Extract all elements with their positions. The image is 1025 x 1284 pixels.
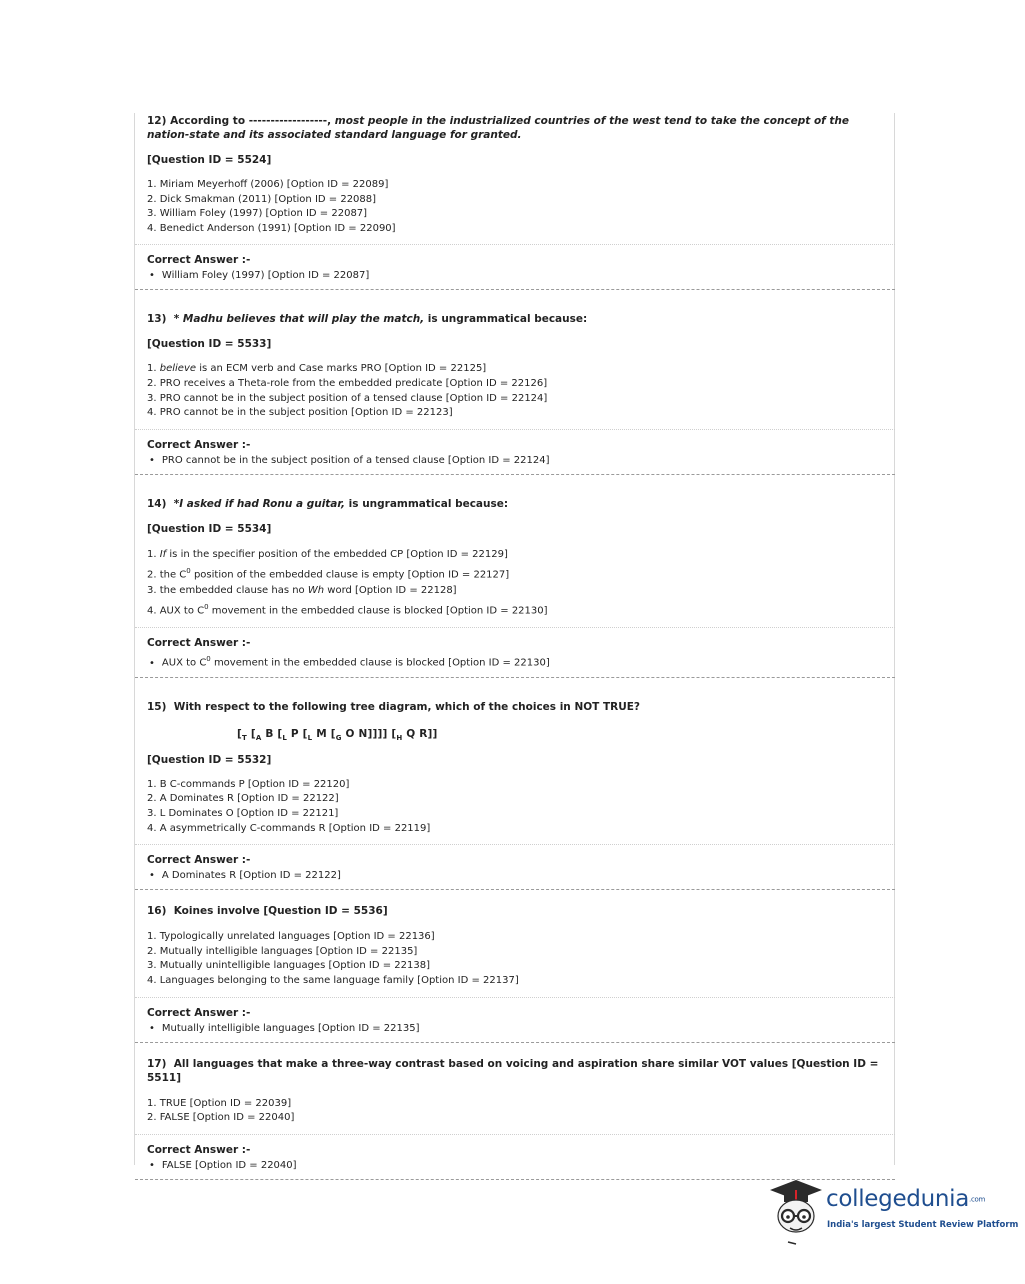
option: 2. Mutually intelligible languages [Option ID = 22135] [147,945,418,957]
correct-answer: • AUX to $C^0$ movement in the embedded clause is blocked [Option ID = 22130] [147,655,894,668]
question-paper-page [134,113,895,1171]
correct-answer-heading: Correct Answer :- [147,254,251,267]
correct-answer: • Mutually intelligible languages [Option ID = 22135] [147,1023,894,1034]
question-15 [135,678,894,890]
option: 2. Dick Smakman (2011) [Option ID = 22088] [147,193,377,205]
question-text: 12) According to ------------------, most people in the industrialized countries of the west tend to take the concept of the nation-state and its associated standard language for granted. [147,115,850,141]
option: 2. FALSE [Option ID = 22040] [147,1112,295,1124]
correct-answer-heading: Correct Answer :- [147,1006,251,1019]
option: 2. A Dominates R [Option ID = 22122] [147,793,339,805]
question-16 [135,890,894,1042]
tree-diagram: [$_T$ [$_A$ B [$_L$ P [$_L$ M [$_G$ O N]]]] [$_H$ Q R]] [237,727,438,742]
option: 1. B C-commands P [Option ID = 22120] [147,778,350,790]
correct-answer-heading: Correct Answer :- [147,637,251,650]
option: 4. A asymmetrically C-commands R [Option ID = 22119] [147,822,431,834]
question-id: [Question ID = 5533] [147,338,272,351]
option: 2. PRO receives a Theta-role from the embedded predicate [Option ID = 22126] [147,377,548,389]
option: 4. Benedict Anderson (1991) [Option ID = 22090] [147,222,396,234]
options-list [147,1097,894,1126]
divider [135,844,895,845]
question-text: 14) *I asked if had Ronu a guitar, is ungrammatical because: [147,497,509,510]
option: 3. the embedded clause has no Wh word [Option ID = 22128] [147,585,457,597]
collegedunia-logo [766,1176,1019,1251]
options-list [147,362,894,420]
divider [135,244,895,245]
options-list [147,178,894,236]
logo-tagline: India's largest Student Review Platform [827,1220,1019,1230]
mascot-icon [766,1176,826,1248]
question-text: 15) With respect to the following tree diagram, which of the choices in NOT TRUE? [147,700,641,713]
divider [135,997,895,998]
option: 2. the $C^0$ position of the embedded clause is empty [Option ID = 22127] [147,566,510,581]
option: 3. PRO cannot be in the subject position of a tensed clause [Option ID = 22124] [147,392,548,404]
question-text: 17) All languages that make a three-way contrast based on voicing and aspiration share similar VOT values [Question ID = 5511] [147,1057,879,1084]
correct-answer: • A Dominates R [Option ID = 22122] [147,870,894,881]
question-14 [135,475,894,678]
option: 1. believe is an ECM verb and Case marks PRO [Option ID = 22125] [147,363,487,375]
question-text: 16) Koines involve [Question ID = 5536] [147,905,388,918]
option: 3. Mutually unintelligible languages [Option ID = 22138] [147,960,431,972]
question-text: 13) * Madhu believes that will play the match, is ungrammatical because: [147,313,588,326]
divider [135,627,895,628]
option: 4. AUX to $C^0$ movement in the embedded clause is blocked [Option ID = 22130] [147,603,548,617]
option: 1. Typologically unrelated languages [Option ID = 22136] [147,931,435,943]
option: 1. TRUE [Option ID = 22039] [147,1097,292,1109]
logo-wordmark: collegedunia.com [826,1186,986,1212]
question-13 [135,290,894,474]
question-id: [Question ID = 5532] [147,753,272,766]
option: 1. If is in the specifier position of the embedded CP [Option ID = 22129] [147,548,508,560]
question-id: [Question ID = 5534] [147,522,272,535]
option: 3. William Foley (1997) [Option ID = 22087] [147,208,368,220]
correct-answer: • PRO cannot be in the subject position of a tensed clause [Option ID = 22124] [147,455,894,466]
question-17 [135,1043,894,1180]
correct-answer-heading: Correct Answer :- [147,854,251,867]
options-list [147,930,894,988]
correct-answer: • FALSE [Option ID = 22040] [147,1160,894,1171]
question-12 [135,113,894,290]
correct-answer-heading: Correct Answer :- [147,1143,251,1156]
option: 1. Miriam Meyerhoff (2006) [Option ID = 22089] [147,179,389,190]
correct-answer-heading: Correct Answer :- [147,438,251,451]
question-id: [Question ID = 5524] [147,154,272,166]
option: 4. Languages belonging to the same language family [Option ID = 22137] [147,974,519,986]
option: 4. PRO cannot be in the subject position [Option ID = 22123] [147,407,453,419]
correct-answer: • William Foley (1997) [Option ID = 22087] [147,270,894,281]
divider [135,1134,895,1135]
divider [135,429,895,430]
option: 3. L Dominates O [Option ID = 22121] [147,808,339,820]
options-list [147,547,894,620]
options-list [147,778,894,836]
